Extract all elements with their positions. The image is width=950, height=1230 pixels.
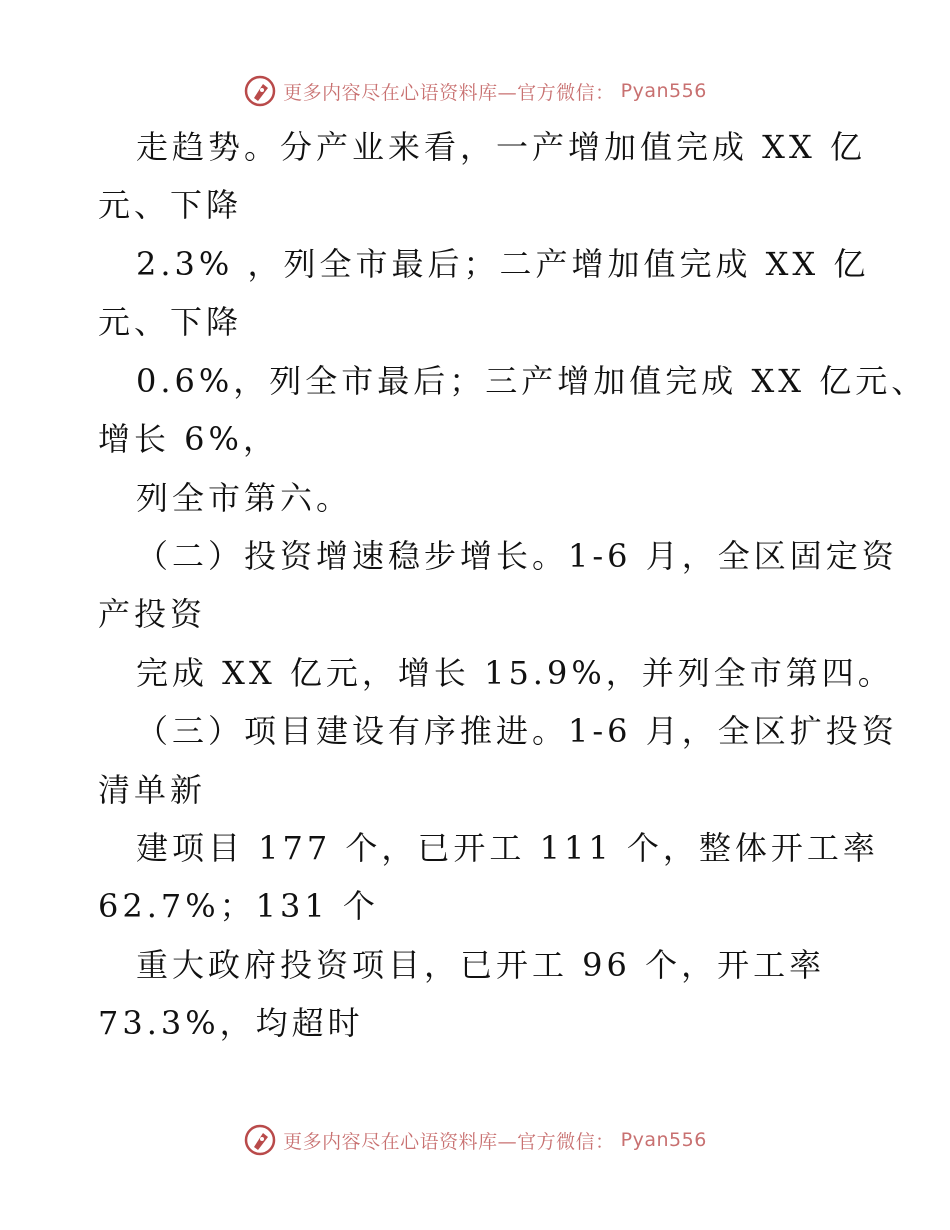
watermark-text: 更多内容尽在心语资料库—官方微信： [283, 81, 615, 104]
text-line: 列全市第六。 [136, 479, 353, 517]
footer-watermark [0, 1120, 950, 1160]
watermark-contact: Pyan556 [620, 1129, 707, 1151]
text-line: 62.7%；131 个 [98, 887, 379, 925]
text-line: 完成 XX 亿元，增长 15.9%，并列全市第四。 [136, 654, 894, 692]
text-line: 元、下降 [98, 186, 243, 224]
text-line: 2.3% ，列全市最后；二产增加值完成 XX 亿 [136, 245, 870, 283]
text-line: 重大政府投资项目，已开工 96 个，开工率 [136, 946, 826, 984]
text-line: 元、下降 [98, 303, 243, 341]
text-line: （二）投资增速稳步增长。1-6 月，全区固定资 [136, 537, 898, 575]
watermark-contact: Pyan556 [620, 80, 707, 102]
pen-nib-circle-icon [243, 74, 277, 108]
text-line: 建项目 177 个，已开工 111 个，整体开工率 [136, 829, 879, 867]
text-line: 0.6%，列全市最后；三产增加值完成 XX 亿元、 [136, 362, 928, 400]
watermark-text: 更多内容尽在心语资料库—官方微信： [283, 1130, 615, 1153]
pen-nib-circle-icon [243, 1123, 277, 1157]
text-line: （三）项目建设有序推进。1-6 月，全区扩投资 [136, 712, 898, 750]
text-line: 增长 6%， [98, 420, 279, 458]
text-line: 产投资 [98, 595, 207, 633]
text-line: 清单新 [98, 771, 207, 809]
header-watermark [0, 71, 950, 111]
text-line: 走趋势。分产业来看，一产增加值完成 XX 亿 [136, 128, 866, 166]
text-line: 73.3%，均超时 [98, 1004, 364, 1042]
